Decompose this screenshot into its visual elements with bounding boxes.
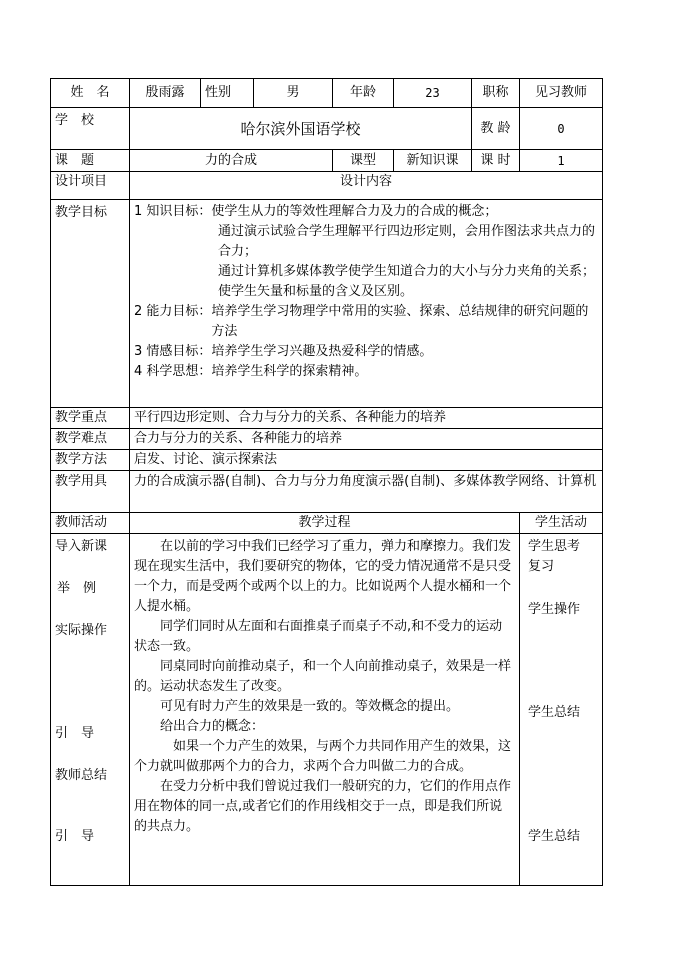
teacher-activity-header: 教师活动 bbox=[51, 513, 130, 534]
ability-goal bbox=[134, 302, 598, 342]
goals-label: 教学目标 bbox=[51, 200, 130, 408]
knowledge-goal-1: 使学生从力的等效性理解合力及力的合成的概念； bbox=[211, 204, 498, 219]
age-label: 年龄 bbox=[333, 79, 394, 108]
gender-value: 男 bbox=[254, 79, 333, 108]
difficulty-text: 合力与分力的关系、各种能力的培养 bbox=[130, 429, 603, 450]
goals-content bbox=[130, 200, 603, 408]
hours-value: 1 bbox=[520, 150, 603, 172]
hours-label: 课 时 bbox=[472, 150, 520, 172]
key-point-text: 平行四边形定则、合力与分力的关系、各种能力的培养 bbox=[130, 408, 603, 429]
method-label: 教学方法 bbox=[51, 450, 130, 471]
knowledge-goal bbox=[134, 202, 598, 222]
title-label: 职称 bbox=[472, 79, 520, 108]
student-think: 学生思考 bbox=[528, 539, 581, 554]
emotion-goal bbox=[134, 342, 598, 362]
emotion-goal-label: 3 情感目标： bbox=[134, 344, 212, 359]
gender-label: 性别 bbox=[201, 79, 254, 108]
activity-summary: 教师总结 bbox=[55, 768, 108, 783]
method-text: 启发、讨论、演示探索法 bbox=[130, 450, 603, 471]
emotion-goal-text: 培养学生学习兴趣及热爱科学的情感。 bbox=[211, 344, 433, 359]
student-operate: 学生操作 bbox=[528, 602, 581, 617]
topic-label: 课 题 bbox=[51, 150, 130, 172]
age-value: 23 bbox=[394, 79, 472, 108]
design-content-label: 设计内容 bbox=[130, 172, 603, 200]
activity-guide-1: 引 导 bbox=[55, 726, 95, 741]
process-paragraph-6: 如果一个力产生的效果，与两个力共同作用产生的效果，这个力就叫做那两个力的合力，求两个合力叫做二力的合成。 bbox=[134, 739, 512, 774]
process-paragraph-5: 给出合力的概念： bbox=[160, 719, 265, 734]
key-point-label: 教学重点 bbox=[51, 408, 130, 429]
teacher-activities bbox=[51, 534, 130, 886]
student-activities bbox=[520, 534, 603, 886]
student-activity-header: 学生活动 bbox=[520, 513, 603, 534]
activity-example-text: 举 例 bbox=[57, 581, 97, 596]
student-summary-1: 学生总结 bbox=[528, 705, 581, 720]
student-summary-2: 学生总结 bbox=[528, 829, 581, 844]
activity-guide-2: 引 导 bbox=[55, 829, 95, 844]
difficulty-label: 教学难点 bbox=[51, 429, 130, 450]
process-paragraph-1: 在以前的学习中我们已经学习了重力，弹力和摩擦力。我们发现在现实生活中，我们要研究的物体，它的受力情况通常不是只受一个力，而是受两个或两个以上的力。比如说两个人提水桶和一个人提水桶。 bbox=[134, 539, 512, 614]
knowledge-goal-label: 1 知识目标： bbox=[134, 204, 212, 219]
name-value: 殷雨露 bbox=[130, 79, 201, 108]
tools-text: 力的合成演示器(自制)、合力与分力角度演示器(自制)、多媒体教学网络、计算机 bbox=[130, 471, 603, 513]
knowledge-goal-3: 通过计算机多媒体教学使学生知道合力的大小与分力夹角的关系； bbox=[218, 264, 596, 279]
school-label: 学 校 bbox=[51, 108, 130, 150]
ability-goal-text: 培养学生学习物理学中常用的实验、探索、总结规律的研究问题的方法 bbox=[211, 304, 589, 339]
name-label: 姓 名 bbox=[51, 79, 130, 108]
science-goal bbox=[134, 362, 598, 382]
activity-operation: 实际操作 bbox=[55, 623, 108, 638]
teach-age-value: 0 bbox=[520, 108, 603, 150]
tools-label: 教学用具 bbox=[51, 471, 130, 513]
topic-value: 力的合成 bbox=[130, 150, 333, 172]
process-paragraph-3: 同桌同时向前推动桌子，和一个人向前推动桌子，效果是一样的。运动状态发生了改变。 bbox=[134, 659, 512, 694]
student-review: 复习 bbox=[528, 559, 555, 574]
type-value: 新知识课 bbox=[394, 150, 472, 172]
lesson-plan-document bbox=[50, 78, 602, 886]
activity-intro: 导入新课 bbox=[55, 539, 108, 554]
science-goal-text: 培养学生科学的探索精神。 bbox=[211, 364, 368, 379]
activity-example bbox=[55, 579, 125, 599]
teach-age-label: 教 龄 bbox=[472, 108, 520, 150]
design-item-label: 设计项目 bbox=[51, 172, 130, 200]
lesson-plan-table bbox=[50, 78, 603, 886]
knowledge-goal-4: 使学生矢量和标量的含义及区别。 bbox=[218, 284, 414, 299]
process-paragraph-7: 在受力分析中我们曾说过我们一般研究的力，它们的作用点作用在物体的同一点,或者它们的作用线相交于一点，即是我们所说的共点力。 bbox=[134, 779, 512, 834]
process-paragraph-2: 同学们同时从左面和右面推桌子而桌子不动,和不受力的运动状态一致。 bbox=[134, 619, 503, 654]
school-value: 哈尔滨外国语学校 bbox=[130, 108, 472, 150]
process-paragraph-4: 可见有时力产生的效果是一致的。等效概念的提出。 bbox=[160, 699, 460, 714]
teaching-process bbox=[130, 534, 520, 886]
type-label: 课型 bbox=[333, 150, 394, 172]
process-header: 教学过程 bbox=[130, 513, 520, 534]
knowledge-goal-2: 通过演示试验合学生理解平行四边形定则，会用作图法求共点力的合力； bbox=[218, 224, 596, 259]
title-value: 见习教师 bbox=[520, 79, 603, 108]
ability-goal-label: 2 能力目标： bbox=[134, 304, 212, 319]
science-goal-label: 4 科学思想： bbox=[134, 364, 212, 379]
